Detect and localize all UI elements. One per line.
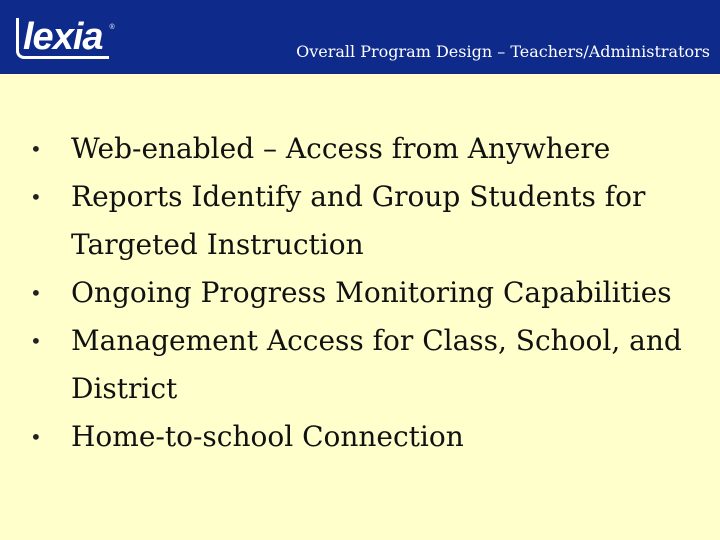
bullet-dot-icon: •	[30, 329, 42, 353]
bullet-text: Home-to-school Connection	[71, 420, 464, 453]
bullet-text: Ongoing Progress Monitoring Capabilities	[71, 276, 672, 309]
slide-title: Overall Program Design – Teachers/Administrators	[296, 42, 710, 61]
bullet-item	[18, 269, 708, 317]
registered-mark: ®	[109, 24, 115, 31]
bullet-dot-icon: •	[30, 137, 42, 161]
logo-text: lexia	[16, 18, 109, 59]
bullet-item	[18, 173, 708, 269]
bullet-text: Web-enabled – Access from Anywhere	[71, 132, 611, 165]
bullet-dot-icon: •	[30, 281, 42, 305]
header-bar	[0, 0, 720, 74]
bullet-item	[18, 413, 708, 461]
bullet-text: Management Access for Class, School, and District	[71, 324, 682, 405]
bullet-text: Reports Identify and Group Students for Targeted Instruction	[71, 180, 646, 261]
bullet-item	[18, 317, 708, 413]
bullet-item	[18, 125, 708, 173]
bullet-list	[18, 125, 708, 461]
bullet-dot-icon: •	[30, 425, 42, 449]
bullet-dot-icon: •	[30, 185, 42, 209]
lexia-logo	[16, 16, 115, 60]
